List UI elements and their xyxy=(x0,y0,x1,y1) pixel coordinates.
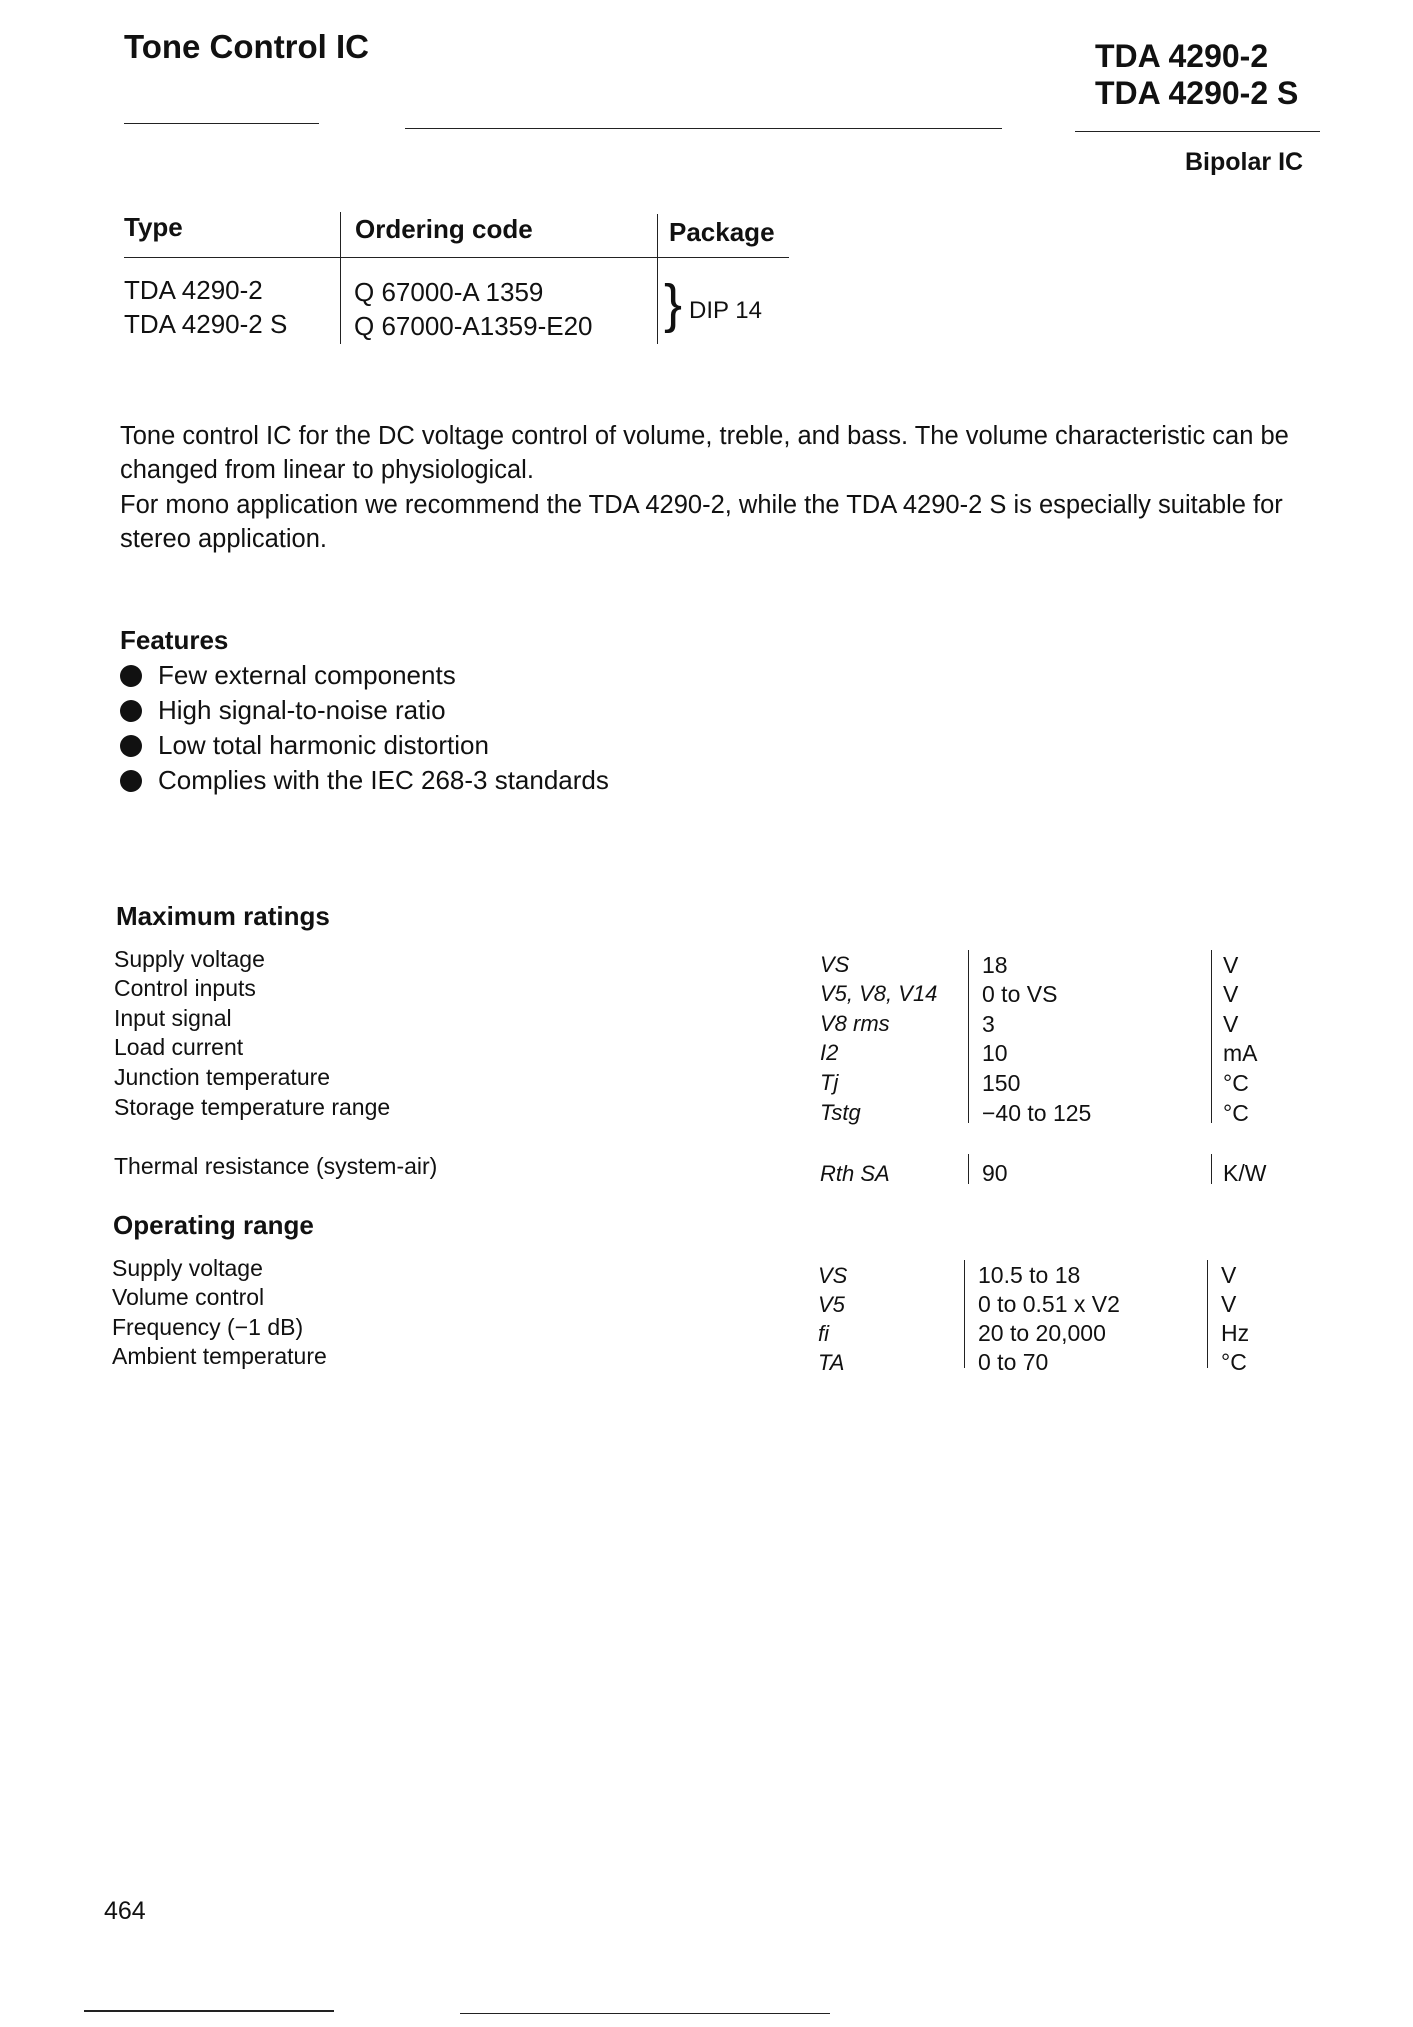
rating-symbol: I2 xyxy=(820,1040,839,1065)
header-rule xyxy=(1075,131,1320,132)
operating-symbol: fi xyxy=(818,1321,829,1346)
feature-item: Low total harmonic distortion xyxy=(120,730,489,761)
table-row-ordering-code: Q 67000-A1359-E20 xyxy=(354,311,593,341)
rating-unit: V xyxy=(1223,981,1239,1007)
table-row-ordering-code: Q 67000-A 1359 xyxy=(354,277,544,307)
rating-unit: V xyxy=(1223,1011,1239,1037)
footer-rule xyxy=(84,2010,334,2012)
operating-value: 20 to 20,000 xyxy=(978,1320,1106,1346)
rating-parameter: Control inputs xyxy=(114,975,256,1001)
rating-unit: K/W xyxy=(1223,1160,1267,1186)
rating-value: 150 xyxy=(982,1070,1021,1096)
rating-symbol: VS xyxy=(820,952,850,977)
features-heading: Features xyxy=(120,625,229,655)
table-column-divider xyxy=(968,1154,969,1184)
package-value: DIP 14 xyxy=(689,297,762,324)
rating-value: 10 xyxy=(982,1040,1008,1066)
operating-value: 0 to 70 xyxy=(978,1349,1049,1375)
rating-value: −40 to 125 xyxy=(982,1100,1092,1126)
table-header-package: Package xyxy=(669,217,775,247)
rating-symbol: V8 rms xyxy=(820,1011,890,1036)
bullet-icon xyxy=(120,735,142,757)
header-rule xyxy=(405,128,1002,129)
operating-unit: Hz xyxy=(1221,1320,1250,1346)
rating-symbol: Tj xyxy=(820,1070,839,1095)
table-column-divider xyxy=(964,1260,965,1368)
footer-rule xyxy=(460,2013,830,2014)
operating-parameter: Frequency (−1 dB) xyxy=(112,1314,304,1340)
rating-symbol: V5, V8, V14 xyxy=(820,981,938,1006)
table-column-divider xyxy=(1207,1260,1208,1368)
description-paragraph: For mono application we recommend the TDA 4290-2, while the TDA 4290-2 S is especially suitable for stereo application. xyxy=(120,491,1283,553)
document-title: Tone Control IC xyxy=(124,28,370,65)
operating-symbol: V5 xyxy=(818,1292,845,1317)
maximum-ratings-heading: Maximum ratings xyxy=(116,901,330,931)
operating-unit: V xyxy=(1221,1291,1237,1317)
rating-symbol: Rth SA xyxy=(820,1161,890,1186)
rating-value: 90 xyxy=(982,1160,1008,1186)
description-paragraph: Tone control IC for the DC voltage control of volume, treble, and bass. The volume characteristic can be changed from linear to physiological. xyxy=(120,422,1289,484)
header-rule xyxy=(124,123,319,124)
part-number: TDA 4290-2 S xyxy=(1095,75,1299,111)
operating-unit: V xyxy=(1221,1262,1237,1288)
operating-value: 0 to 0.51 x V2 xyxy=(978,1291,1120,1317)
operating-unit: °C xyxy=(1221,1349,1247,1375)
rating-parameter: Input signal xyxy=(114,1005,232,1031)
rating-value: 0 to VS xyxy=(982,981,1058,1007)
rating-parameter: Load current xyxy=(114,1034,244,1060)
page-number: 464 xyxy=(104,1897,146,1925)
table-row-type: TDA 4290-2 S xyxy=(124,309,288,339)
table-column-divider xyxy=(657,214,658,344)
operating-symbol: TA xyxy=(818,1350,845,1375)
table-column-divider xyxy=(340,212,341,344)
operating-parameter: Supply voltage xyxy=(112,1255,263,1281)
feature-item: Few external components xyxy=(120,660,456,691)
table-column-divider xyxy=(1211,1154,1212,1184)
operating-value: 10.5 to 18 xyxy=(978,1262,1081,1288)
rating-parameter: Thermal resistance (system-air) xyxy=(114,1153,438,1179)
operating-parameter: Volume control xyxy=(112,1284,265,1310)
rating-unit: mA xyxy=(1223,1040,1258,1066)
rating-value: 18 xyxy=(982,952,1008,978)
feature-item: Complies with the IEC 268-3 standards xyxy=(120,765,609,796)
table-header-rule xyxy=(124,257,789,258)
rating-parameter: Junction temperature xyxy=(114,1064,331,1090)
operating-range-heading: Operating range xyxy=(113,1210,314,1240)
bullet-icon xyxy=(120,665,142,687)
table-header-type: Type xyxy=(124,212,183,242)
rating-unit: °C xyxy=(1223,1070,1249,1096)
feature-item: High signal-to-noise ratio xyxy=(120,695,446,726)
rating-parameter: Storage temperature range xyxy=(114,1094,391,1120)
table-column-divider xyxy=(1211,950,1212,1123)
bullet-icon xyxy=(120,770,142,792)
rating-unit: V xyxy=(1223,952,1239,978)
operating-parameter: Ambient temperature xyxy=(112,1343,327,1369)
technology-label: Bipolar IC xyxy=(1185,148,1304,176)
operating-symbol: VS xyxy=(818,1263,848,1288)
rating-parameter: Supply voltage xyxy=(114,946,265,972)
table-column-divider xyxy=(968,950,969,1123)
rating-symbol: Tstg xyxy=(820,1100,861,1125)
table-row-type: TDA 4290-2 xyxy=(124,275,263,305)
table-header-ordering-code: Ordering code xyxy=(355,214,533,244)
bullet-icon xyxy=(120,700,142,722)
package-brace: } xyxy=(664,274,683,334)
part-number: TDA 4290-2 xyxy=(1095,38,1269,74)
rating-unit: °C xyxy=(1223,1100,1249,1126)
rating-value: 3 xyxy=(982,1011,995,1037)
